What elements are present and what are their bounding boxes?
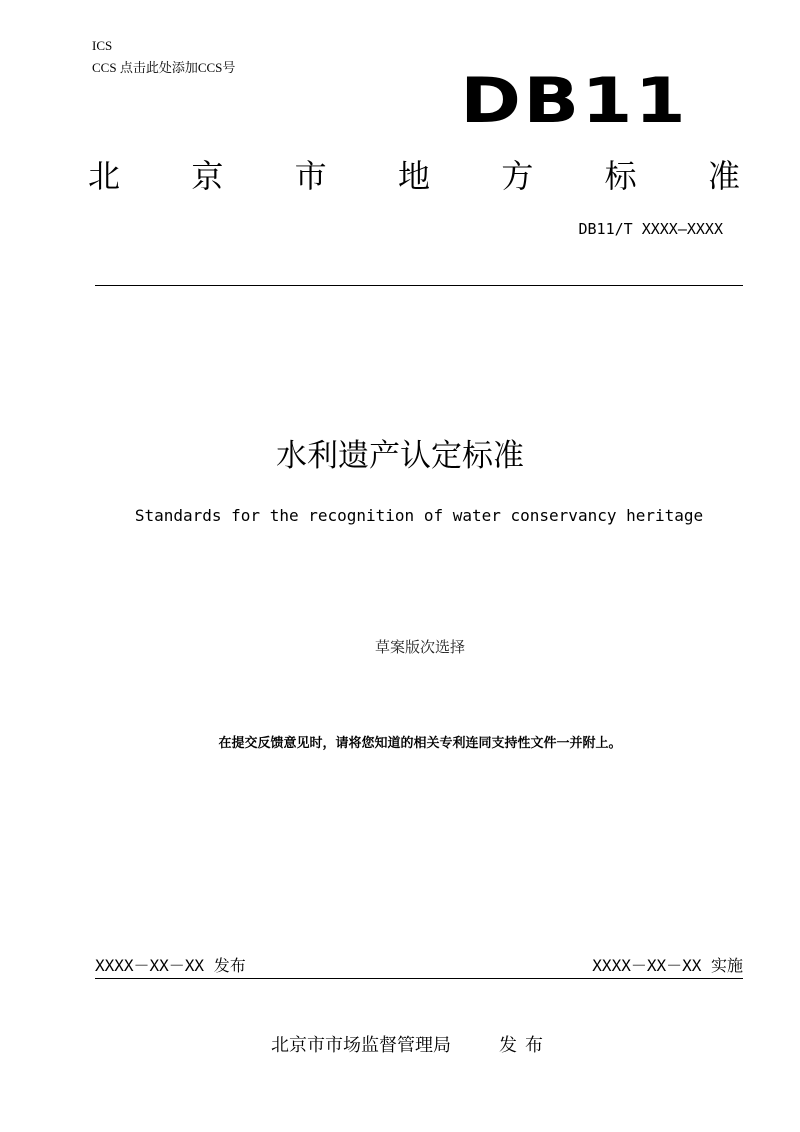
issue-label: 发布 [499, 1035, 551, 1056]
standard-type-title [88, 152, 740, 196]
standard-type-char: 市 [294, 157, 327, 195]
draft-version-selector[interactable]: 草案版次选择 [374, 638, 465, 656]
standard-type-char: 北 [88, 157, 121, 195]
document-title-chinese: 水利遗产认定标准 [276, 438, 524, 474]
standard-type-char: 地 [397, 157, 430, 195]
effective-date: XXXX－XX－XX 实施 [592, 956, 743, 975]
patent-notice: 在提交反馈意见时，请将您知道的相关专利连同支持性文件一并附上。 [218, 736, 622, 751]
top-divider [95, 285, 743, 286]
standard-type-char: 方 [501, 157, 534, 195]
standard-type-char: 标 [604, 157, 637, 195]
db11-logo: DB11 [460, 64, 688, 137]
standard-number: DB11/T XXXX—XXXX [578, 220, 723, 238]
bottom-divider [95, 978, 743, 979]
ics-label: ICS [92, 38, 113, 53]
standard-type-char: 京 [191, 157, 224, 195]
document-title-english: Standards for the recognition of water conservancy heritage [134, 506, 704, 525]
ccs-label[interactable]: CCS 点击此处添加CCS号 [92, 60, 236, 75]
issuing-authority: 北京市市场监督管理局 [271, 1035, 451, 1056]
standard-type-char: 准 [707, 157, 740, 195]
publish-date: XXXX－XX－XX 发布 [95, 956, 246, 975]
